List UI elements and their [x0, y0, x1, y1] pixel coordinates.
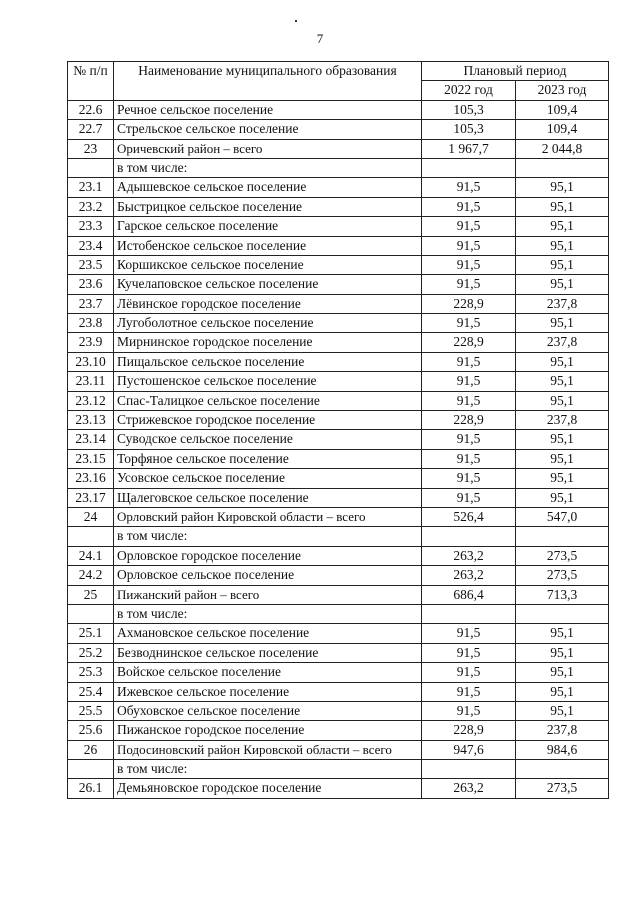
- value-2023: 95,1: [516, 197, 609, 216]
- value-2022: 91,5: [422, 449, 516, 468]
- row-number: 25.5: [68, 701, 114, 720]
- table-row: [68, 701, 609, 720]
- table-row: [68, 430, 609, 449]
- municipality-name: Лугоболотное сельское поселение: [114, 314, 422, 333]
- value-2023: 95,1: [516, 275, 609, 294]
- value-2023: 95,1: [516, 488, 609, 507]
- table-row: [68, 624, 609, 643]
- row-number: 25.2: [68, 643, 114, 662]
- value-2023: 95,1: [516, 372, 609, 391]
- row-number: 24.2: [68, 566, 114, 585]
- value-2022: 105,3: [422, 100, 516, 119]
- table-row: [68, 294, 609, 313]
- table-row: [68, 275, 609, 294]
- table-row: [68, 740, 609, 759]
- row-number: 22.6: [68, 100, 114, 119]
- value-2023: 95,1: [516, 178, 609, 197]
- value-2023: 95,1: [516, 314, 609, 333]
- municipality-name: Орловский район Кировской области – всего: [114, 507, 422, 526]
- value-2023: 95,1: [516, 701, 609, 720]
- value-2023: [516, 760, 609, 779]
- municipality-name: Щалеговское сельское поселение: [114, 488, 422, 507]
- table-row: [68, 663, 609, 682]
- municipality-name: в том числе:: [114, 604, 422, 623]
- row-number: 23.8: [68, 314, 114, 333]
- value-2022: [422, 604, 516, 623]
- value-2023: 984,6: [516, 740, 609, 759]
- table-row: [68, 236, 609, 255]
- value-2023: [516, 604, 609, 623]
- municipality-name: Ахмановское сельское поселение: [114, 624, 422, 643]
- table-body: [68, 100, 609, 798]
- row-number: 23.16: [68, 469, 114, 488]
- row-number: 23.5: [68, 255, 114, 274]
- table-row: [68, 255, 609, 274]
- value-2022: 91,5: [422, 178, 516, 197]
- row-number: [68, 158, 114, 177]
- row-number: 23.14: [68, 430, 114, 449]
- municipality-name: Войское сельское поселение: [114, 663, 422, 682]
- table-row: [68, 158, 609, 177]
- row-number: 26: [68, 740, 114, 759]
- value-2022: 947,6: [422, 740, 516, 759]
- row-number: 23.1: [68, 178, 114, 197]
- value-2023: 273,5: [516, 566, 609, 585]
- value-2023: [516, 158, 609, 177]
- row-number: 23.13: [68, 411, 114, 430]
- table-row: [68, 197, 609, 216]
- municipality-name: Лёвинское городское поселение: [114, 294, 422, 313]
- value-2022: 91,5: [422, 197, 516, 216]
- row-number: 23.2: [68, 197, 114, 216]
- value-2023: 109,4: [516, 120, 609, 139]
- table-row: [68, 527, 609, 546]
- value-2023: 273,5: [516, 546, 609, 565]
- value-2022: [422, 158, 516, 177]
- table-row: [68, 391, 609, 410]
- value-2022: 91,5: [422, 255, 516, 274]
- value-2022: 91,5: [422, 314, 516, 333]
- table-row: [68, 139, 609, 158]
- value-2022: 228,9: [422, 721, 516, 740]
- row-number: 23.17: [68, 488, 114, 507]
- value-2022: 91,5: [422, 217, 516, 236]
- table-row: [68, 760, 609, 779]
- value-2023: 95,1: [516, 663, 609, 682]
- municipality-name: Безводнинское сельское поселение: [114, 643, 422, 662]
- row-number: 23.6: [68, 275, 114, 294]
- value-2023: 713,3: [516, 585, 609, 604]
- row-number: [68, 527, 114, 546]
- value-2023: 95,1: [516, 682, 609, 701]
- header-year-2022: 2022 год: [422, 81, 516, 100]
- table-row: [68, 585, 609, 604]
- municipality-name: Стрижевское городское поселение: [114, 411, 422, 430]
- row-number: 26.1: [68, 779, 114, 798]
- row-number: 23.3: [68, 217, 114, 236]
- header-period: Плановый период: [422, 62, 609, 81]
- value-2023: 547,0: [516, 507, 609, 526]
- row-number: 25.4: [68, 682, 114, 701]
- row-number: [68, 760, 114, 779]
- municipality-name: Торфяное сельское поселение: [114, 449, 422, 468]
- value-2022: 263,2: [422, 779, 516, 798]
- table-row: [68, 779, 609, 798]
- table-row: [68, 488, 609, 507]
- municipality-name: Истобенское сельское поселение: [114, 236, 422, 255]
- row-number: 23: [68, 139, 114, 158]
- value-2023: 95,1: [516, 430, 609, 449]
- value-2023: 273,5: [516, 779, 609, 798]
- table-row: [68, 178, 609, 197]
- value-2022: 91,5: [422, 488, 516, 507]
- value-2022: 91,5: [422, 701, 516, 720]
- value-2022: 91,5: [422, 663, 516, 682]
- municipality-name: Суводское сельское поселение: [114, 430, 422, 449]
- row-number: [68, 604, 114, 623]
- table-row: [68, 507, 609, 526]
- table-row: [68, 546, 609, 565]
- value-2022: 91,5: [422, 352, 516, 371]
- municipality-name: Коршикское сельское поселение: [114, 255, 422, 274]
- municipality-name: Быстрицкое сельское поселение: [114, 197, 422, 216]
- row-number: 23.7: [68, 294, 114, 313]
- table-row: [68, 217, 609, 236]
- value-2022: 91,5: [422, 469, 516, 488]
- row-number: 22.7: [68, 120, 114, 139]
- value-2023: 237,8: [516, 411, 609, 430]
- budget-table: [67, 61, 609, 799]
- value-2023: [516, 527, 609, 546]
- municipality-name: Демьяновское городское поселение: [114, 779, 422, 798]
- table-row: [68, 721, 609, 740]
- municipality-name: Спас-Талицкое сельское поселение: [114, 391, 422, 410]
- value-2023: 237,8: [516, 333, 609, 352]
- municipality-name: в том числе:: [114, 527, 422, 546]
- row-number: 24.1: [68, 546, 114, 565]
- row-number: 25.1: [68, 624, 114, 643]
- municipality-name: Пижанский район – всего: [114, 585, 422, 604]
- table-row: [68, 604, 609, 623]
- municipality-name: Орловское городское поселение: [114, 546, 422, 565]
- page-number: 7: [316, 31, 324, 46]
- table-row: [68, 372, 609, 391]
- municipality-name: в том числе:: [114, 158, 422, 177]
- value-2022: 228,9: [422, 411, 516, 430]
- municipality-name: Гарское сельское поселение: [114, 217, 422, 236]
- municipality-name: Кучелаповское сельское поселение: [114, 275, 422, 294]
- value-2022: 1 967,7: [422, 139, 516, 158]
- table-row: [68, 469, 609, 488]
- value-2022: 228,9: [422, 333, 516, 352]
- table-row: [68, 352, 609, 371]
- table-row: [68, 120, 609, 139]
- value-2022: 263,2: [422, 546, 516, 565]
- municipality-name: Оричевский район – всего: [114, 139, 422, 158]
- value-2022: 91,5: [422, 624, 516, 643]
- value-2022: 91,5: [422, 372, 516, 391]
- municipality-name: Мирнинское городское поселение: [114, 333, 422, 352]
- table-row: [68, 314, 609, 333]
- value-2022: 91,5: [422, 430, 516, 449]
- value-2023: 237,8: [516, 294, 609, 313]
- value-2022: 105,3: [422, 120, 516, 139]
- table-row: [68, 566, 609, 585]
- value-2023: 95,1: [516, 217, 609, 236]
- municipality-name: Стрельское сельское поселение: [114, 120, 422, 139]
- row-number: 25.6: [68, 721, 114, 740]
- value-2023: 2 044,8: [516, 139, 609, 158]
- row-number: 24: [68, 507, 114, 526]
- value-2022: 263,2: [422, 566, 516, 585]
- table-row: [68, 100, 609, 119]
- row-number: 23.9: [68, 333, 114, 352]
- municipality-name: Обуховское сельское поселение: [114, 701, 422, 720]
- municipality-name: Подосиновский район Кировской области – всего: [114, 740, 422, 759]
- table-row: [68, 411, 609, 430]
- municipality-name: Пищальское сельское поселение: [114, 352, 422, 371]
- table-header-row: [68, 62, 609, 81]
- value-2022: [422, 527, 516, 546]
- header-year-2023: 2023 год: [516, 81, 609, 100]
- row-number: 23.11: [68, 372, 114, 391]
- value-2022: 91,5: [422, 643, 516, 662]
- scan-speck: [295, 20, 297, 22]
- municipality-name: Адышевское сельское поселение: [114, 178, 422, 197]
- municipality-name: Орловское сельское поселение: [114, 566, 422, 585]
- row-number: 25: [68, 585, 114, 604]
- row-number: 23.4: [68, 236, 114, 255]
- value-2023: 95,1: [516, 469, 609, 488]
- value-2022: 686,4: [422, 585, 516, 604]
- value-2022: [422, 760, 516, 779]
- table-row: [68, 682, 609, 701]
- value-2023: 237,8: [516, 721, 609, 740]
- municipality-name: Ижевское сельское поселение: [114, 682, 422, 701]
- row-number: 25.3: [68, 663, 114, 682]
- header-num: № п/п: [68, 62, 114, 101]
- municipality-name: Пижанское городское поселение: [114, 721, 422, 740]
- value-2022: 91,5: [422, 275, 516, 294]
- value-2023: 95,1: [516, 255, 609, 274]
- table-row: [68, 449, 609, 468]
- value-2022: 91,5: [422, 682, 516, 701]
- value-2022: 526,4: [422, 507, 516, 526]
- value-2023: 95,1: [516, 236, 609, 255]
- table-row: [68, 643, 609, 662]
- value-2022: 91,5: [422, 391, 516, 410]
- municipality-name: Речное сельское поселение: [114, 100, 422, 119]
- table-row: [68, 333, 609, 352]
- value-2023: 95,1: [516, 624, 609, 643]
- header-name: Наименование муниципального образования: [114, 62, 422, 101]
- row-number: 23.12: [68, 391, 114, 410]
- value-2023: 95,1: [516, 352, 609, 371]
- row-number: 23.15: [68, 449, 114, 468]
- value-2023: 95,1: [516, 643, 609, 662]
- value-2023: 95,1: [516, 449, 609, 468]
- value-2022: 91,5: [422, 236, 516, 255]
- municipality-name: Пустошенское сельское поселение: [114, 372, 422, 391]
- row-number: 23.10: [68, 352, 114, 371]
- value-2022: 228,9: [422, 294, 516, 313]
- value-2023: 95,1: [516, 391, 609, 410]
- value-2023: 109,4: [516, 100, 609, 119]
- municipality-name: Усовское сельское поселение: [114, 469, 422, 488]
- municipality-name: в том числе:: [114, 760, 422, 779]
